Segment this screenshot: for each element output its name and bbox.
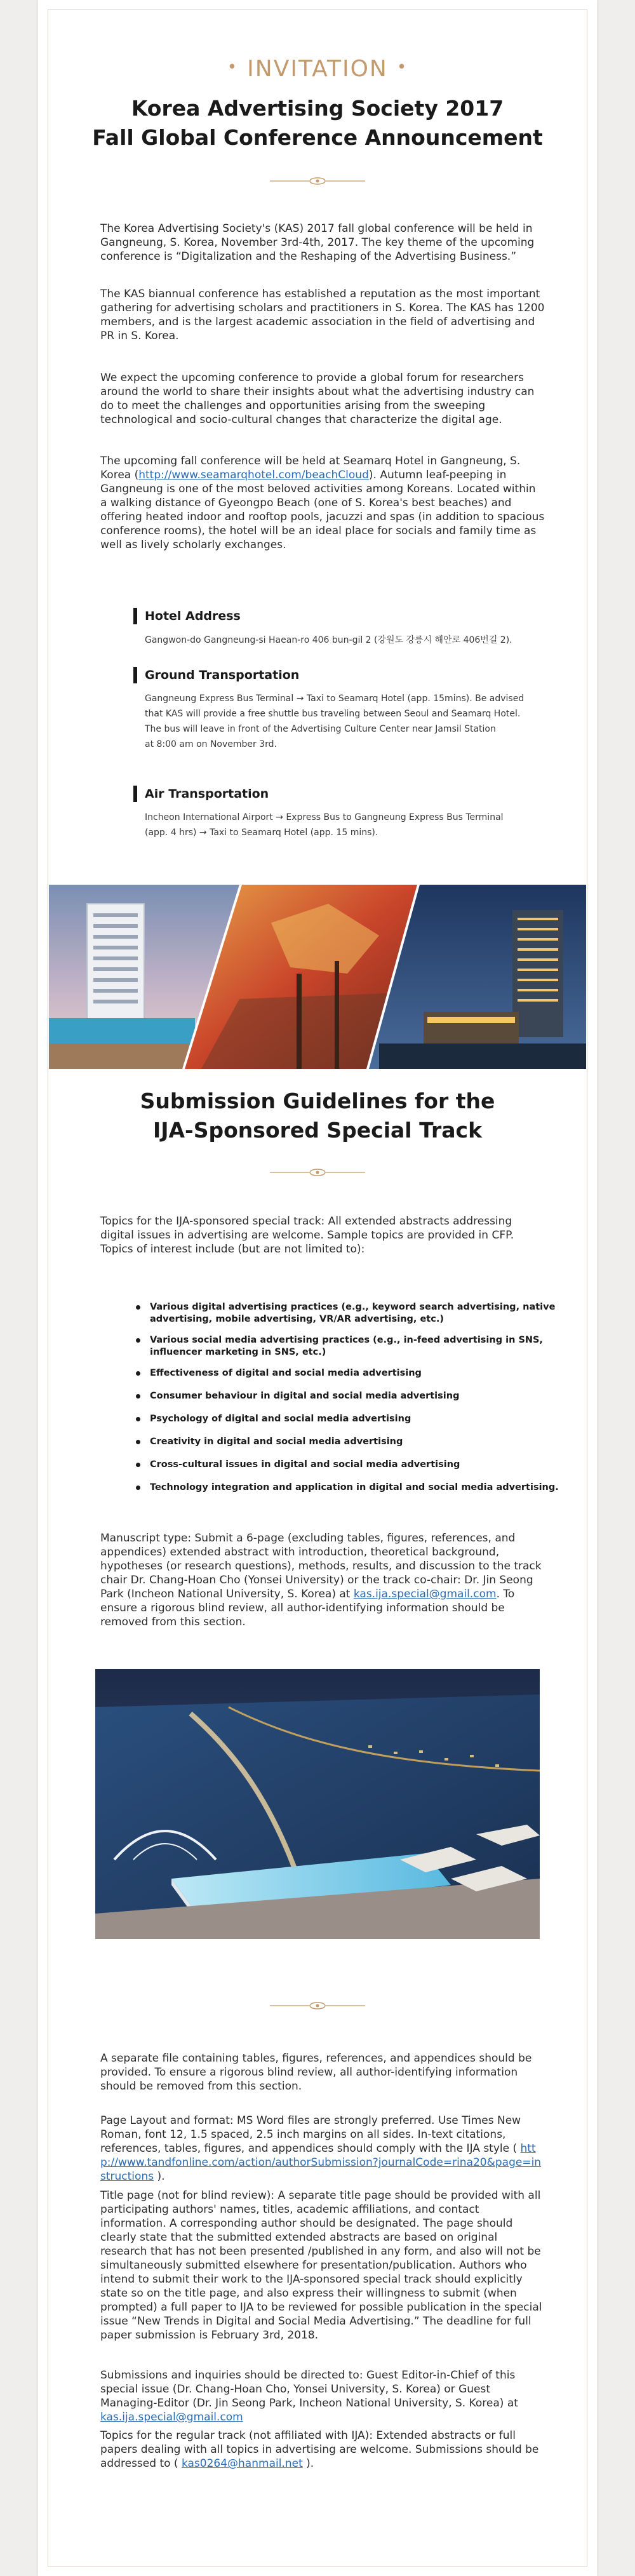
submission-title-line-1: Submission Guidelines for the <box>140 1089 495 1113</box>
regular-track-email-link[interactable]: kas0264@hanmail.net <box>181 2457 303 2470</box>
list-item: Various social media advertising practices (e.g., in-feed advertising in SNS, influencer marketing in SNS, etc.) <box>133 1334 572 1358</box>
inquiries-before: Submissions and inquiries should be directed to: Guest Editor-in-Chief of this special issue (Dr. Chang-Hoan Cho, Yonsei University, S. Korea) or Guest Managing-Editor (Dr. Jin Seong Park, Incheon National University, S. Korea) at <box>100 2369 518 2410</box>
submission-title <box>38 1087 597 1145</box>
intro-paragraph-4 <box>100 454 545 552</box>
ground-line-2: that KAS will provide a free shuttle bus traveling between Seoul and Seamarq Hotel. <box>145 709 521 719</box>
ornament-divider-icon <box>270 1999 365 2012</box>
manuscript-after: . To ensure a rigorous blind review, all author-identifying information should be removed from this section. <box>100 1588 515 1628</box>
invitation-card <box>38 0 597 2576</box>
collage-image-icon <box>49 885 586 1069</box>
layout-paragraph <box>100 2114 545 2184</box>
ground-line-1: Gangneung Express Bus Terminal → Taxi to Seamarq Hotel (app. 15mins). Be advised <box>145 694 525 704</box>
hotel-website-link[interactable]: http://www.seamarqhotel.com/beachCloud <box>138 469 369 481</box>
title-line-1: Korea Advertising Society 2017 <box>131 96 504 121</box>
dot-right-icon: • <box>396 58 408 77</box>
list-item: Cross-cultural issues in digital and social media advertising <box>133 1459 572 1471</box>
submission-title-line-2: IJA-Sponsored Special Track <box>152 1118 483 1143</box>
ground-line-4: at 8:00 am on November 3rd. <box>145 739 277 749</box>
list-item: Consumer behaviour in digital and social media advertising <box>133 1390 572 1402</box>
invitation-text: INVITATION <box>247 56 388 82</box>
intro-p4-after: ). Autumn leaf-peeping in Gangneung is one of the most beloved activities among Koreans. Located within a walking distance of Gyeongpo Beach (one of S. Korea's best beaches) and offering heated indoor and rooftop pools, jacuzzi and spas (in addition to spacious conference rooms), the hotel will be an ideal place for socials and family time as well as lively scholarly exchanges. <box>100 469 545 551</box>
ground-line-3: The bus will leave in front of the Advertising Culture Center near Jamsil Station <box>145 724 496 734</box>
ground-transport-body <box>145 691 551 752</box>
list-item: Psychology of digital and social media advertising <box>133 1413 572 1425</box>
invitation-label <box>38 56 597 82</box>
layout-after: ). <box>154 2170 165 2183</box>
ornament-divider-icon <box>270 1166 365 1179</box>
air-transport-heading: Air Transportation <box>133 786 269 802</box>
beach-image-icon <box>95 1669 540 1939</box>
title-line-2: Fall Global Conference Announcement <box>92 125 543 150</box>
regular-track-paragraph <box>100 2429 545 2471</box>
manuscript-before: Manuscript type: Submit a 6-page (excluding tables, figures, references, and appendices) extended abstract with introduction, theoretical background, hypotheses (or research questions), methods, results, and discussion to the track chair Dr. Chang-Hoan Cho (Yonsei University) or the track co-chair: Dr. Jin Seong Park (Incheon National University, S. Korea) at <box>100 1532 542 1600</box>
list-item: Creativity in digital and social media advertising <box>133 1436 572 1448</box>
title-page-paragraph: Title page (not for blind review): A separate title page should be provided with all participating authors' names, titles, academic affiliations, and contact information. A corresponding author should be designated. The page should clearly state that the submitted extended abstracts are based on original research that has not been presented /published in any form, and also will not be simultaneously submitted elsewhere for presentation/publication. Authors who intend to submit their work to the IJA-sponsored special track should explicitly state so on the title page, and also express their willingness to submit (when prompted) a full paper to IJA to be reviewed for possible publication in the special issue “New Trends in Digital and Social Media Advertising.” The deadline for full paper submission is February 3rd, 2018. <box>100 2189 542 2342</box>
manuscript-paragraph <box>100 1531 545 1629</box>
air-line-1: Incheon International Airport → Express Bus to Gangneung Express Bus Terminal <box>145 812 504 822</box>
beach-night-photo <box>95 1669 540 1939</box>
intro-p4-before: The upcoming fall conference will be held at Seamarq Hotel in Gangneung, S. Korea ( <box>100 455 521 481</box>
hotel-photo-collage <box>49 885 586 1069</box>
separate-file-paragraph: A separate file containing tables, figures, references, and appendices should be provided. To ensure a rigorous blind review, all author-identifying information should be removed from this section. <box>100 2052 532 2093</box>
inquiries-paragraph <box>100 2368 545 2424</box>
dot-left-icon: • <box>227 58 239 77</box>
list-item: Effectiveness of digital and social media advertising <box>133 1367 572 1379</box>
ija-style-link[interactable]: http://www.tandfonline.com/action/authorSubmission?journalCode=rina20&page=instructions <box>100 2142 542 2183</box>
hotel-address-body: Gangwon-do Gangneung-si Haean-ro 406 bun-gil 2 (강원도 강릉시 해안로 406번길 2). <box>145 635 512 645</box>
ground-transport-heading: Ground Transportation <box>133 667 299 683</box>
regular-after: ). <box>302 2457 314 2470</box>
page-title <box>38 94 597 152</box>
special-track-email-link[interactable]: kas.ija.special@gmail.com <box>353 1588 497 1600</box>
layout-before: Page Layout and format: MS Word files are strongly preferred. Use Times New Roman, font 12, 1.5 spaced, 2.5 inch margins on all sides. In-text citations, references, tables, figures, and appendices should comply with the IJA style ( <box>100 2114 521 2155</box>
topics-intro: Topics for the IJA-sponsored special track: All extended abstracts addressing digital issues in advertising are welcome. Sample topics are provided in CFP. Topics of interest include (but are not limited to): <box>100 1215 514 1256</box>
intro-paragraph-1: The Korea Advertising Society's (KAS) 2017 fall global conference will be held in Gangneung, S. Korea, November 3rd-4th, 2017. The key theme of the upcoming conference is “Digitalization and the Reshaping of the Advertising Business.” <box>100 222 535 263</box>
regular-before: Topics for the regular track (not affiliated with IJA): Extended abstracts or full papers dealing with all topics in advertising are welcome. Submissions should be addressed to ( <box>100 2429 539 2470</box>
inquiries-email-link[interactable]: kas.ija.special@gmail.com <box>100 2411 243 2424</box>
air-line-2: (app. 4 hrs) → Taxi to Seamarq Hotel (app. 15 mins). <box>145 828 378 838</box>
ornament-divider-icon <box>270 175 365 187</box>
intro-paragraph-3: We expect the upcoming conference to provide a global forum for researchers around the world to share their insights about what the advertising industry can do to meet the challenges and opportunities arising from the sweeping technological and socio-cultural changes that characterize the digital age. <box>100 372 535 426</box>
topics-list <box>133 1301 572 1494</box>
list-item: Technology integration and application in digital and social media advertising. <box>133 1482 572 1494</box>
intro-paragraph-2: The KAS biannual conference has established a reputation as the most important gathering for advertising scholars and practitioners in S. Korea. The KAS has 1200 members, and is the largest academic association in the field of advertising and PR in S. Korea. <box>100 288 545 342</box>
air-transport-body <box>145 810 551 840</box>
hotel-address-heading: Hotel Address <box>133 608 241 624</box>
list-item: Various digital advertising practices (e.g., keyword search advertising, native advertising, mobile advertising, VR/AR advertising, etc.) <box>133 1301 572 1325</box>
